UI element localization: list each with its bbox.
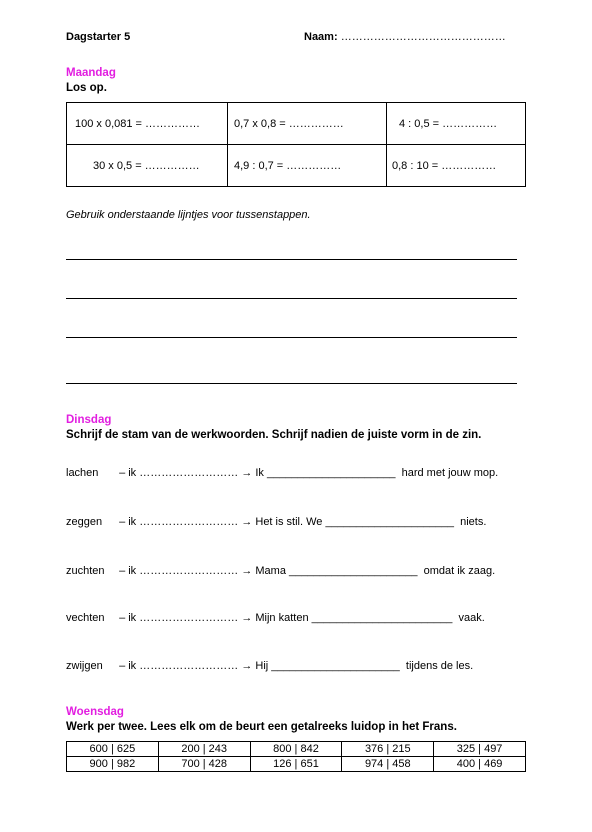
work-line [66, 337, 517, 338]
name-field [304, 31, 506, 43]
stem-blank: – ik ……………………… [119, 565, 239, 577]
work-line [66, 383, 517, 384]
work-line [66, 298, 517, 299]
stem-blank: – ik ……………………… [119, 660, 239, 672]
number-cell: 974 | 458 [342, 757, 434, 772]
verb-row [66, 467, 498, 479]
arrow-icon: → [241, 612, 253, 624]
sentence-end: vaak. [458, 612, 485, 624]
number-cell: 200 | 243 [158, 742, 250, 757]
verb-row [66, 612, 485, 624]
number-cell: 900 | 982 [67, 757, 159, 772]
instruction-woensdag: Werk per twee. Lees elk om de beurt een getalreeks luidop in het Frans. [66, 721, 457, 733]
name-label: Naam: [304, 31, 338, 43]
instruction-dinsdag: Schrijf de stam van de werkwoorden. Schrijf nadien de juiste vorm in de zin. [66, 429, 482, 441]
sum-cell: 100 x 0,081 = …………… [67, 103, 228, 145]
table-row [67, 742, 526, 757]
name-dots: ……………………………………… [340, 31, 506, 43]
verb-row [66, 660, 473, 672]
answer-blank: _______________________ [311, 612, 453, 624]
worksheet-title: Dagstarter 5 [66, 31, 131, 43]
number-table [66, 741, 526, 772]
sentence-end: tijdens de les. [405, 660, 474, 672]
stem-blank: – ik ……………………… [119, 516, 239, 528]
number-cell: 400 | 469 [434, 757, 526, 772]
helper-text: Gebruik onderstaande lijntjes voor tussenstappen. [66, 209, 311, 221]
sentence-end: niets. [460, 516, 487, 528]
arrow-icon: → [241, 467, 253, 479]
number-cell: 600 | 625 [67, 742, 159, 757]
number-cell: 800 | 842 [250, 742, 342, 757]
arrow-icon: → [241, 565, 253, 577]
answer-blank: _____________________ [325, 516, 454, 528]
number-cell: 700 | 428 [158, 757, 250, 772]
arrow-icon: → [241, 660, 253, 672]
table-row [67, 757, 526, 772]
sum-cell: 0,8 : 10 = …………… [387, 145, 526, 187]
day-heading-maandag: Maandag [66, 67, 116, 79]
sentence-end: hard met jouw mop. [401, 467, 499, 479]
day-heading-dinsdag: Dinsdag [66, 414, 112, 426]
stem-blank: – ik ……………………… [119, 612, 239, 624]
arrow-icon: → [241, 516, 253, 528]
number-cell: 376 | 215 [342, 742, 434, 757]
number-cell: 126 | 651 [250, 757, 342, 772]
verb-row [66, 516, 486, 528]
sentence-start: Ik [255, 467, 264, 479]
answer-blank: _____________________ [271, 660, 400, 672]
day-heading-woensdag: Woensdag [66, 706, 124, 718]
work-line [66, 259, 517, 260]
verb-label: zeggen [66, 516, 103, 528]
sentence-start: Hij [255, 660, 269, 672]
verb-label: zuchten [66, 565, 105, 577]
sum-cell: 4 : 0,5 = …………… [387, 103, 526, 145]
verb-row [66, 565, 495, 577]
sentence-end: omdat ik zaag. [423, 565, 496, 577]
table-row [67, 103, 526, 145]
sum-cell: 30 x 0,5 = …………… [67, 145, 228, 187]
table-row [67, 145, 526, 187]
verb-label: zwijgen [66, 660, 103, 672]
verb-label: lachen [66, 467, 99, 479]
stem-blank: – ik ……………………… [119, 467, 239, 479]
instruction-maandag: Los op. [66, 82, 107, 94]
sum-cell: 4,9 : 0,7 = …………… [228, 145, 387, 187]
sentence-start: Mijn katten [255, 612, 309, 624]
answer-blank: _____________________ [289, 565, 418, 577]
sentence-start: Het is stil. We [255, 516, 323, 528]
verb-label: vechten [66, 612, 105, 624]
number-cell: 325 | 497 [434, 742, 526, 757]
sums-table [66, 102, 526, 187]
sentence-start: Mama [255, 565, 286, 577]
answer-blank: _____________________ [267, 467, 396, 479]
sum-cell: 0,7 x 0,8 = …………… [228, 103, 387, 145]
